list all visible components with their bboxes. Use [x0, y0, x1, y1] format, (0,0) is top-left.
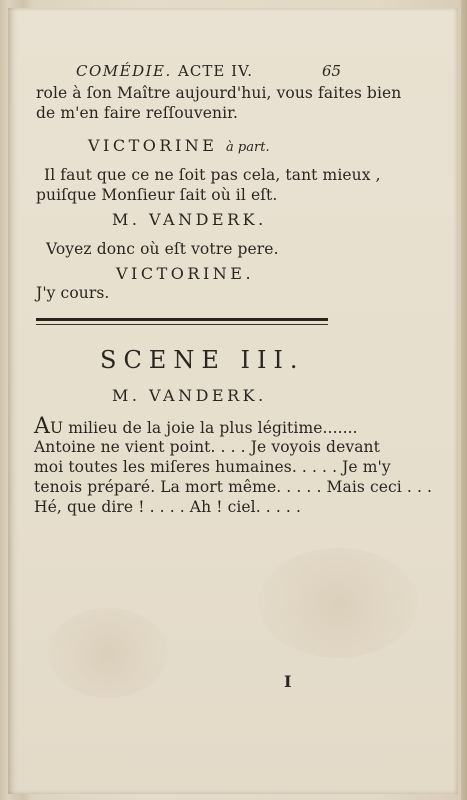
drop-cap: A	[34, 414, 50, 439]
text-line: Voyez donc où eſt votre pere.	[46, 240, 279, 258]
text-line: Hé, que dire ! . . . . Ah ! ciel. . . . .	[34, 498, 301, 516]
page-edge	[461, 0, 467, 800]
page-number: 65	[322, 62, 342, 80]
text-line: Il faut que ce ne ſoit pas cela, tant mieux ,	[44, 166, 381, 184]
scene-divider-rule-thin	[36, 324, 328, 325]
stage-direction: à part.	[226, 140, 270, 155]
text-line: moi toutes les miſeres humaines. . . . . Je m'y	[34, 458, 391, 476]
speaker-heading: VICTORINE.	[116, 264, 255, 283]
running-head-act: ACTE IV.	[178, 62, 253, 80]
first-line-text: U milieu de la joie la plus légitime.......	[50, 419, 358, 437]
book-gutter	[0, 0, 8, 800]
text-line: de m'en faire reſſouvenir.	[36, 104, 238, 122]
paper-stain	[48, 608, 168, 698]
text-line: role à ſon Maître aujourd'hui, vous faites bien	[36, 84, 402, 102]
speaker-heading: M. VANDERK.	[112, 386, 267, 405]
paper-stain	[258, 548, 418, 658]
speaker-heading: M. VANDERK.	[112, 210, 267, 229]
text-line: tenois préparé. La mort même. . . . . Mais ceci . . .	[34, 478, 433, 496]
scene-title: SCENE III.	[100, 346, 305, 374]
running-head	[76, 62, 253, 80]
text-line: Antoine ne vient point. . . . Je voyois devant	[34, 438, 380, 456]
running-head-title: COMÉDIE.	[76, 62, 172, 80]
catchword: I	[284, 672, 292, 691]
speaker-heading	[88, 136, 270, 155]
monologue-first-line	[34, 414, 358, 439]
text-line: J'y cours.	[36, 284, 110, 302]
text-line: puiſque Monſieur ſait où il eſt.	[36, 186, 278, 204]
scene-divider-rule	[36, 318, 328, 321]
speaker-name: VICTORINE	[88, 136, 218, 155]
